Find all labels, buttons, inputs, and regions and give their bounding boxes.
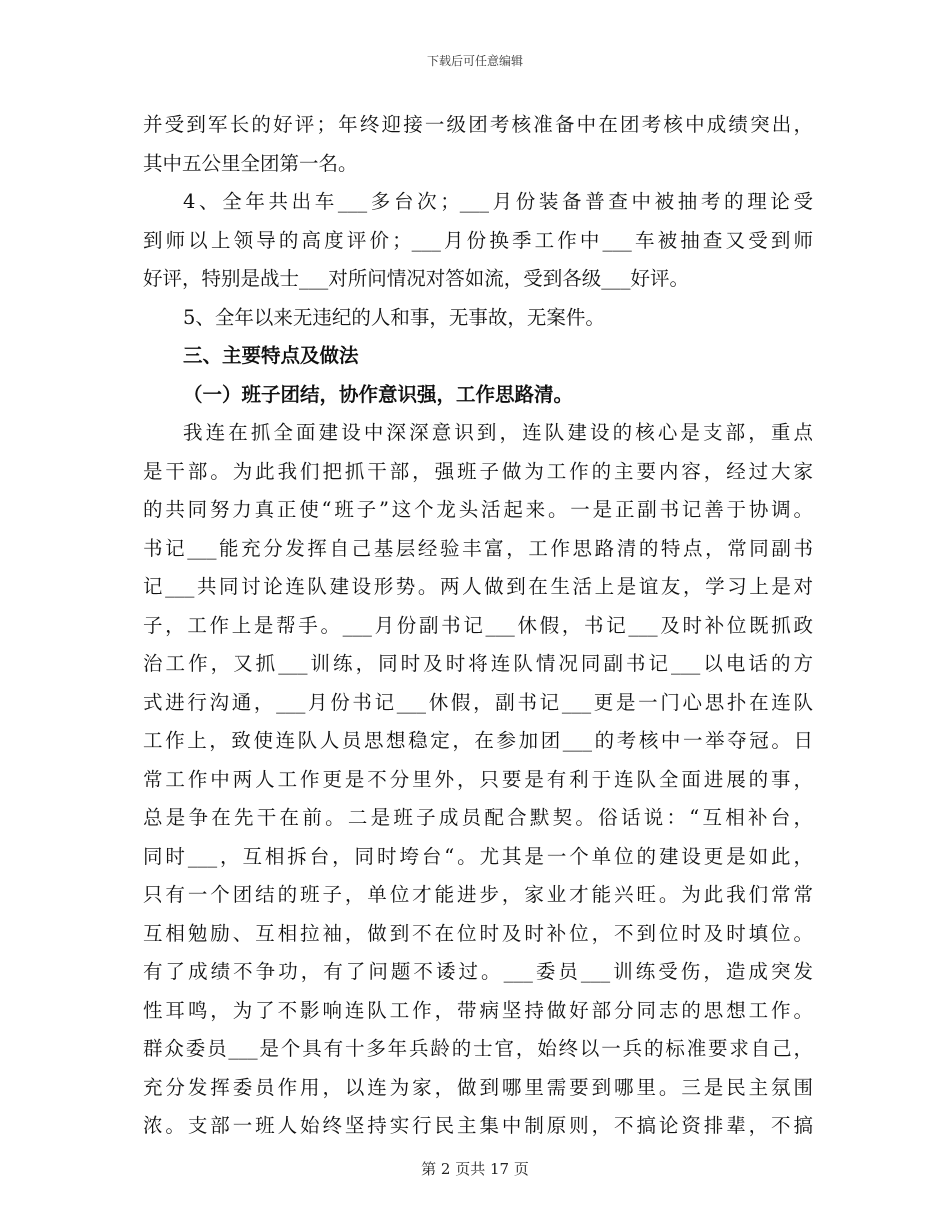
body-line: 总是争在先干在前。二是班子成员配合默契。俗话说：“互相补台，: [143, 806, 813, 829]
body-line: 充分发挥委员作用，以连为家，做到哪里需要到哪里。三是民主氛围: [143, 1075, 813, 1099]
body-line: 同时___，互相拆台，同时垮台“。尤其是一个单位的建设更是如此，: [143, 844, 813, 868]
page-footer: 第 2 页共 17 页: [421, 1160, 529, 1178]
body-line: 4、全年共出车___多台次；___月份装备普查中被抽考的理论受: [183, 190, 813, 213]
body-line: 记___共同讨论连队建设形势。两人做到在生活上是谊友，学习上是对: [143, 575, 813, 598]
body-line: 式进行沟通，___月份书记___休假，副书记___更是一门心思扑在连队: [143, 690, 813, 714]
body-line: 互相勉励、互相拉袖，做到不在位时及时补位，不到位时及时填位。: [143, 921, 813, 945]
section-heading: 三、主要特点及做法: [183, 344, 359, 367]
body-line: 常工作中两人工作更是不分里外，只要是有利于连队全面进展的事，: [143, 767, 813, 791]
subsection-heading: （一）班子团结，协作意识强，工作思路清。: [183, 382, 574, 406]
body-line: 只有一个团结的班子，单位才能进步，家业才能兴旺。为此我们常常: [143, 883, 813, 906]
body-line: 并受到军长的好评；年终迎接一级团考核准备中在团考核中成绩突出，: [143, 113, 813, 136]
body-line: 浓。支部一班人始终坚持实行民主集中制原则，不搞论资排辈，不搞: [143, 1114, 813, 1137]
body-line: 书记___能充分发挥自己基层经验丰富，工作思路清的特点，常同副书: [143, 536, 813, 560]
page-header: 下载后可任意编辑: [426, 54, 523, 68]
body-line: 到师以上领导的高度评价；___月份换季工作中___车被抽查又受到师: [143, 228, 813, 252]
body-line: 是干部。为此我们把抓干部，强班子做为工作的主要内容，经过大家: [143, 459, 813, 483]
body-line: 好评，特别是战士___对所问情况对答如流，受到各级___好评。: [143, 267, 690, 290]
body-line: 我连在抓全面建设中深深意识到，连队建设的核心是支部，重点: [183, 421, 813, 444]
body-line: 5、全年以来无违纪的人和事，无事故，无案件。: [183, 305, 605, 329]
body-line: 有了成绩不争功，有了问题不诿过。___委员___训练受伤，造成突发: [143, 960, 813, 983]
body-line: 治工作，又抓___训练，同时及时将连队情况同副书记___以电话的方: [143, 652, 813, 675]
body-line: 性耳鸣，为了不影响连队工作，带病坚持做好部分同志的思想工作。: [143, 998, 813, 1022]
body-line: 工作上，致使连队人员思想稳定，在参加团___的考核中一举夺冠。日: [143, 729, 813, 752]
body-line: 其中五公里全团第一名。: [143, 151, 358, 175]
body-line: 的共同努力真正使“班子”这个龙头活起来。一是正副书记善于协调。: [143, 498, 813, 521]
document-body: [143, 106, 813, 1146]
body-line: 群众委员___是个具有十多年兵龄的士官，始终以一兵的标准要求自己，: [143, 1037, 813, 1060]
body-line: 子，工作上是帮手。___月份副书记___休假，书记___及时补位既抓政: [143, 613, 813, 637]
